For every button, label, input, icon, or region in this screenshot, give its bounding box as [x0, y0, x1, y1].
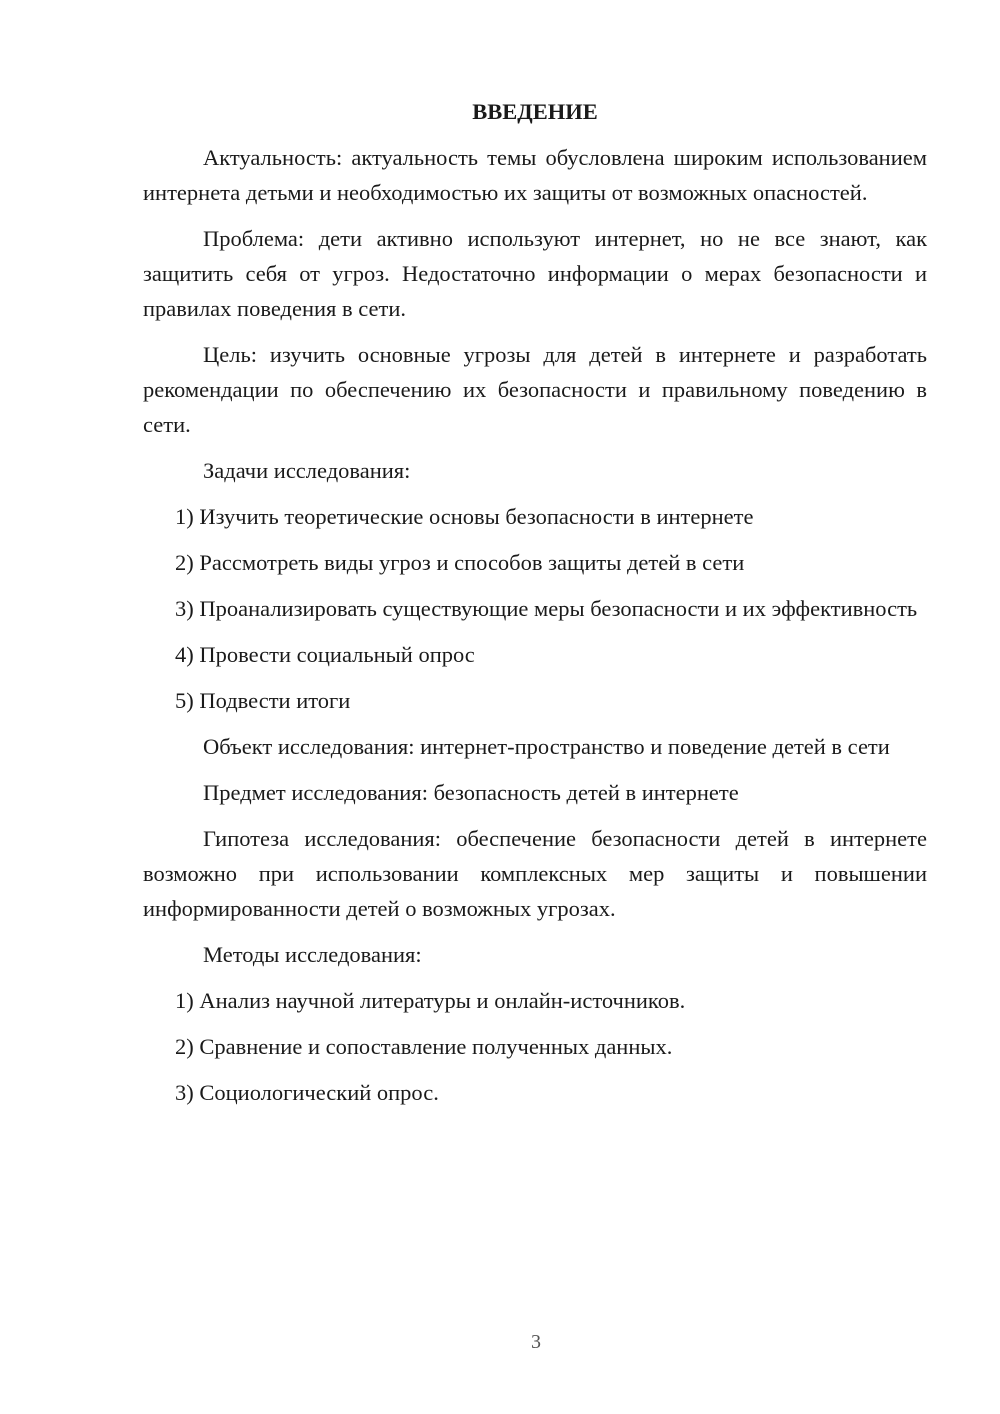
hypothesis-paragraph: Гипотеза исследования: обеспечение безопасности детей в интернете возможно при использовании комплексных мер защиты и повышении информированности детей о возможных угрозах.: [143, 826, 927, 921]
page-title: ВВЕДЕНИЕ: [472, 99, 598, 124]
object-paragraph: Объект исследования: интернет-пространство и поведение детей в сети: [203, 734, 890, 759]
page-number: 3: [531, 1331, 541, 1353]
task-item: 2) Рассмотреть виды угроз и способов защиты детей в сети: [175, 550, 745, 575]
problem-paragraph: Проблема: дети активно используют интернет, но не все знают, как защитить себя от угроз. Недостаточно информации о мерах безопасности и правилах поведения в сети.: [143, 226, 927, 321]
task-item: 4) Провести социальный опрос: [175, 642, 475, 667]
relevance-paragraph: Актуальность: актуальность темы обусловлена широким использованием интернета детьми и необходимостью их защиты от возможных опасностей.: [143, 145, 927, 205]
subject-paragraph: Предмет исследования: безопасность детей в интернете: [203, 780, 739, 805]
tasks-heading: Задачи исследования:: [203, 458, 411, 483]
method-item: 1) Анализ научной литературы и онлайн-источников.: [175, 988, 686, 1013]
method-item: 3) Социологический опрос.: [175, 1080, 439, 1105]
methods-heading: Методы исследования:: [203, 942, 422, 967]
goal-paragraph: Цель: изучить основные угрозы для детей в интернете и разработать рекомендации по обеспечению их безопасности и правильному поведению в сети.: [143, 342, 927, 437]
task-item: 5) Подвести итоги: [175, 688, 351, 713]
task-item: 3) Проанализировать существующие меры безопасности и их эффективность: [175, 596, 918, 621]
page-content: [143, 94, 927, 1121]
method-item: 2) Сравнение и сопоставление полученных данных.: [175, 1034, 673, 1059]
task-item: 1) Изучить теоретические основы безопасности в интернете: [175, 504, 754, 529]
